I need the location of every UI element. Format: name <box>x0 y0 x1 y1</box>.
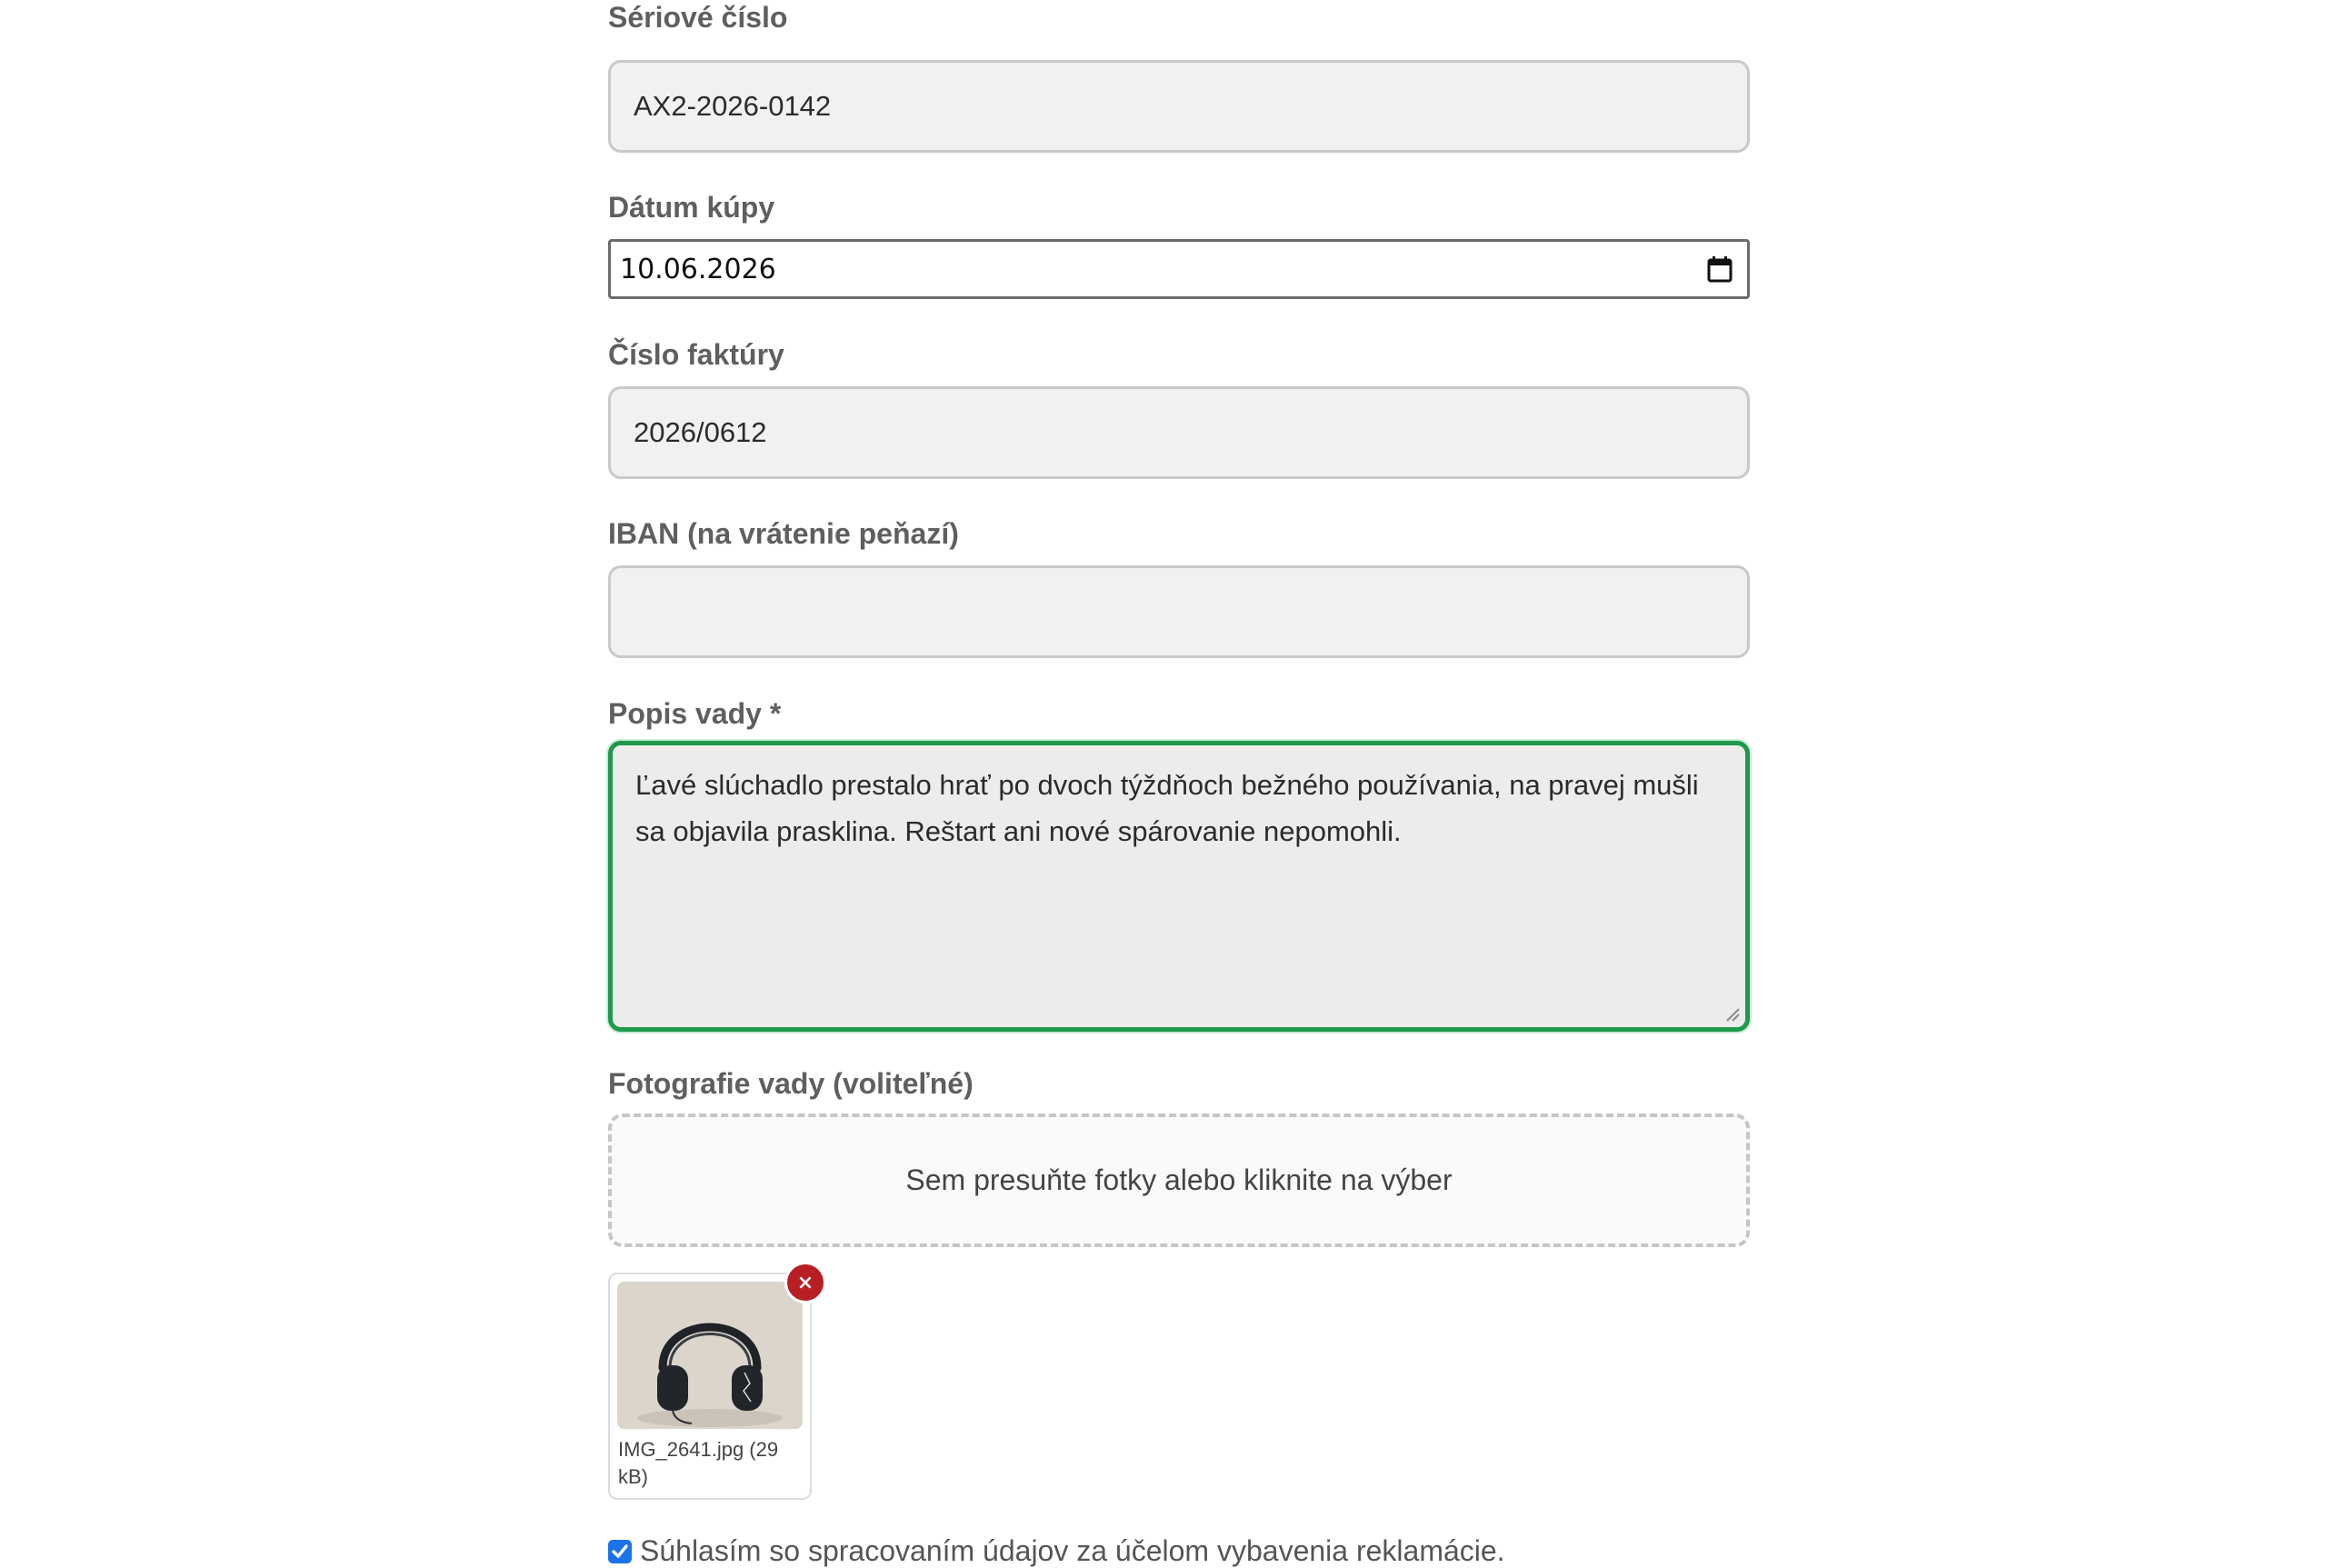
close-icon: × <box>796 1271 814 1294</box>
photo-dropzone[interactable] <box>608 1114 1750 1247</box>
photo-thumbnail-image <box>617 1282 803 1429</box>
consent-checkbox[interactable] <box>608 1540 632 1563</box>
serial-input[interactable] <box>608 60 1750 153</box>
defect-textarea-value: Ľavé slúchadlo prestalo hrať po dvoch týždňoch bežného používania, na pravej mušli sa objavila prasklina. Reštart ani nové spárovanie nepomohli. <box>635 769 1699 847</box>
purchase-date-input[interactable] <box>608 239 1750 299</box>
consent-row[interactable] <box>608 1534 1505 1568</box>
iban-label: IBAN (na vrátenie peňazí) <box>608 517 959 550</box>
headphones-photo-icon <box>617 1282 803 1429</box>
defect-textarea[interactable] <box>608 741 1750 1032</box>
invoice-input-value: 2026/0612 <box>634 416 767 448</box>
iban-input[interactable] <box>608 565 1750 658</box>
invoice-input[interactable] <box>608 386 1750 479</box>
serial-label: Sériové číslo <box>608 1 788 34</box>
resize-handle-icon[interactable] <box>1725 1007 1740 1022</box>
consent-text: Súhlasím so spracovaním údajov za účelom vybavenia reklamácie. <box>640 1534 1505 1567</box>
defect-label: Popis vady * <box>608 697 782 730</box>
photo-thumbnail-card <box>608 1273 812 1500</box>
check-icon <box>611 1543 629 1561</box>
calendar-icon[interactable] <box>1707 255 1733 283</box>
photos-label: Fotografie vady (voliteľné) <box>608 1067 974 1100</box>
invoice-label: Číslo faktúry <box>608 338 784 371</box>
dropzone-text: Sem presuňte fotky alebo kliknite na výber <box>905 1164 1453 1196</box>
serial-input-value: AX2-2026-0142 <box>634 90 832 122</box>
remove-photo-button[interactable] <box>784 1262 826 1303</box>
purchase-date-label: Dátum kúpy <box>608 191 775 224</box>
purchase-date-value: 10.06.2026 <box>620 253 776 285</box>
photo-filename: IMG_2641.jpg (29 kB) <box>618 1438 779 1488</box>
